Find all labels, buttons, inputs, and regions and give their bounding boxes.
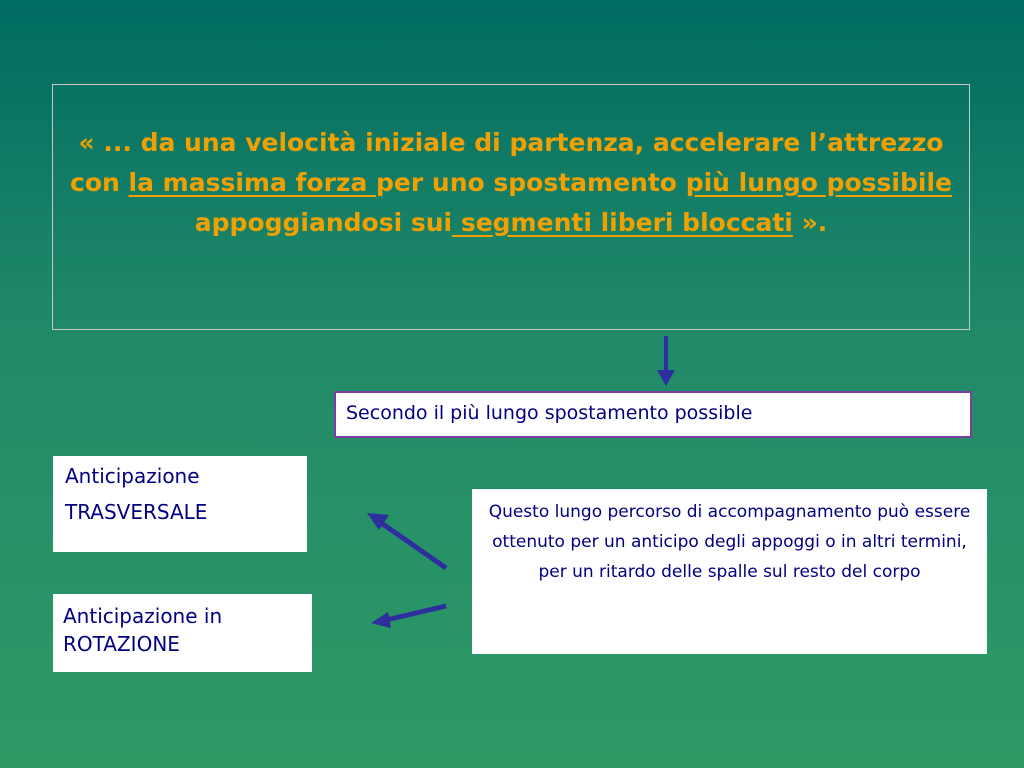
explanation-text: Questo lungo percorso di accompagnamento può essere ottenuto per un anticipo degli appoggi o in altri termini, per un ritardo delle spalle sul resto del corpo (488, 502, 971, 582)
arrow-to-rotazione-icon (371, 606, 446, 628)
quote-part-1: « ... da una velocità iniziale di partenza, accelerare l’attrezzo con (70, 128, 944, 197)
quote-part-3: appoggiandosi sui (194, 208, 453, 237)
rotazione-line-2: ROTAZIONE (63, 632, 180, 656)
rotazione-line-1: Anticipazione in (63, 604, 223, 628)
quote-underline-2: più lungo possibile (685, 168, 952, 197)
quote-part-2: per uno spostamento (376, 168, 686, 197)
quote-underline-1: la massima forza (128, 168, 377, 197)
quote-part-4: ». (792, 208, 828, 237)
quote-underline-3: segmenti liberi bloccati (452, 208, 793, 237)
spostamento-text: Secondo il più lungo spostamento possible (346, 402, 753, 424)
trasversale-line-2: TRASVERSALE (65, 500, 208, 524)
arrow-to-trasversale-icon (367, 513, 446, 568)
trasversale-line-1: Anticipazione (65, 464, 200, 488)
